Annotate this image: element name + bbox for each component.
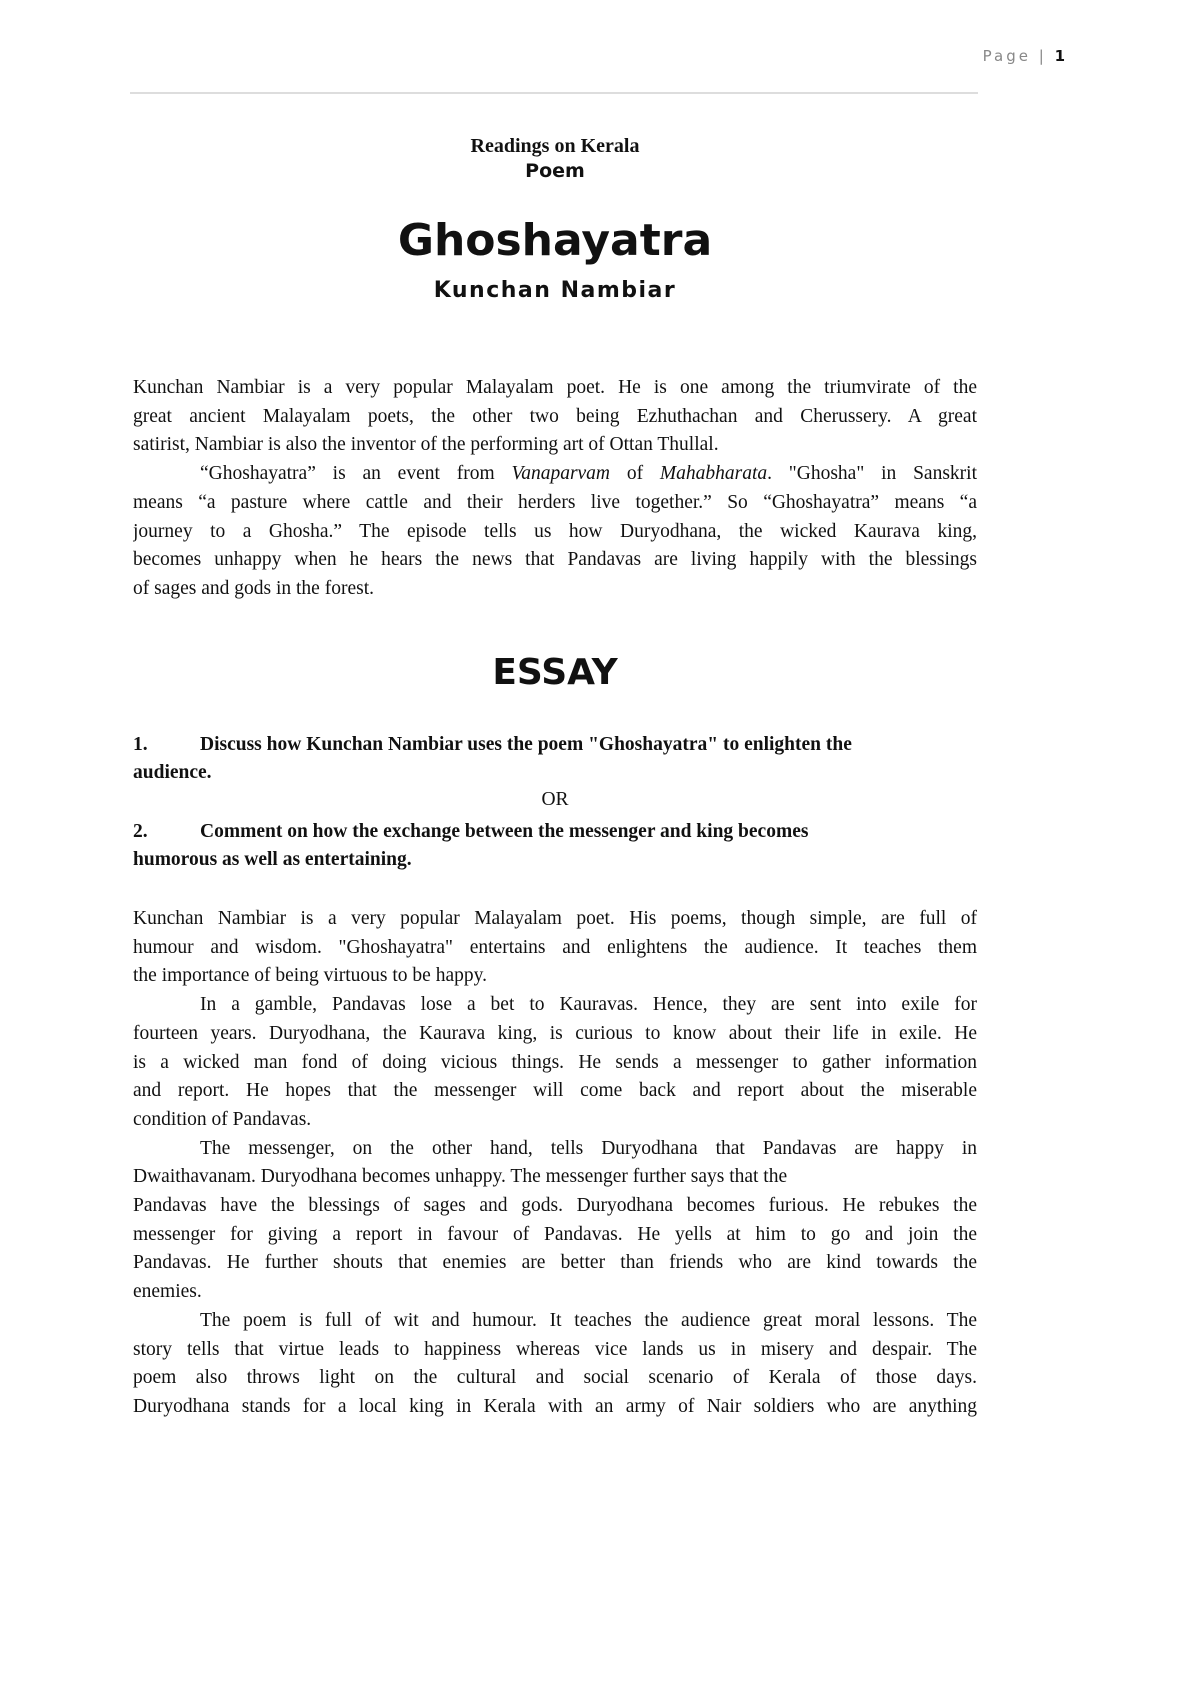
essay-heading: ESSAY xyxy=(492,652,618,693)
text-line: becomes unhappy when he hears the news that Pandavas are living happily with the blessings xyxy=(133,549,977,571)
intro-paragraphs xyxy=(133,374,977,604)
text-line: of sages and gods in the forest. xyxy=(133,577,374,599)
header-divider xyxy=(130,92,978,94)
text-line: fourteen years. Duryodhana, the Kaurava king, is curious to know about their life in exile. He xyxy=(133,1022,977,1044)
text-line: Dwaithavanam. Duryodhana becomes unhappy. The messenger further says that the xyxy=(133,1166,788,1188)
essay-answer xyxy=(133,905,977,1422)
italic-title: Mahabharata xyxy=(659,463,768,485)
text-line: story tells that virtue leads to happiness whereas vice lands us in misery and despair. The xyxy=(133,1338,977,1360)
text-line: Kunchan Nambiar is a very popular Malayalam poet. He is one among the triumvirate of the xyxy=(133,377,977,398)
text-line: and report. He hopes that the messenger will come back and report about the miserable xyxy=(133,1080,977,1102)
text-line: means “a pasture where cattle and their herders live together.” So “Ghoshayatra” means “a xyxy=(133,491,977,513)
page-number-header: Page | 1 xyxy=(982,47,1065,65)
poem-title: Ghoshayatra xyxy=(397,215,713,266)
author-name: Kunchan Nambiar xyxy=(433,278,677,303)
text-line: enemies. xyxy=(133,1281,202,1303)
or-separator: OR xyxy=(541,789,569,810)
text-line: In a gamble, Pandavas lose a bet to Kauravas. Hence, they are sent into exile for xyxy=(200,994,977,1016)
text-line: great ancient Malayalam poets, the other two being Ezhuthachan and Cherussery. A great xyxy=(133,405,977,427)
text-line: satirist, Nambiar is also the inventor of the performing art of Ottan Thullal. xyxy=(133,434,719,456)
text-line: the importance of being virtuous to be happy. xyxy=(133,965,487,987)
text-line: is a wicked man fond of doing vicious things. He sends a messenger to gather information xyxy=(133,1051,977,1073)
text-line: Pandavas. He further shouts that enemies are better than friends who are kind towards the xyxy=(133,1252,977,1274)
question-1: 1. Discuss how Kunchan Nambiar uses the poem "Ghoshayatra" to enlighten the audience. xyxy=(133,734,852,783)
text-line: humour and wisdom. "Ghoshayatra" entertains and enlightens the audience. It teaches them xyxy=(133,936,977,958)
text-line: “Ghoshayatra” is an event from Vanaparvam of Mahabharata. "Ghosha" in Sanskrit xyxy=(200,463,977,485)
text-line: Duryodhana stands for a local king in Kerala with an army of Nair soldiers who are anything xyxy=(133,1395,977,1417)
text-line: condition of Pandavas. xyxy=(133,1108,312,1130)
text-line: Kunchan Nambiar is a very popular Malayalam poet. His poems, though simple, are full of xyxy=(133,908,977,929)
text-line: poem also throws light on the cultural and social scenario of Kerala of those days. xyxy=(133,1367,977,1389)
series-title: Readings on Kerala xyxy=(470,135,640,157)
page-number: 1 xyxy=(1054,47,1065,65)
text-line: The poem is full of wit and humour. It teaches the audience great moral lessons. The xyxy=(200,1309,977,1331)
text-line: messenger for giving a report in favour of Pandavas. He yells at him to go and join the xyxy=(133,1223,977,1245)
italic-title: Vanaparvam xyxy=(511,463,611,485)
text-line: journey to a Ghosha.” The episode tells us how Duryodhana, the wicked Kaurava king, xyxy=(133,520,977,542)
question-2: 2. Comment on how the exchange between the messenger and king becomes humorous as well as entertaining. xyxy=(133,821,809,870)
page-label: Page xyxy=(982,47,1031,65)
text-line: The messenger, on the other hand, tells Duryodhana that Pandavas are happy in xyxy=(200,1137,977,1159)
text-line: Pandavas have the blessings of sages and gods. Duryodhana becomes furious. He rebukes the xyxy=(133,1195,977,1217)
genre-label: Poem xyxy=(525,160,585,182)
